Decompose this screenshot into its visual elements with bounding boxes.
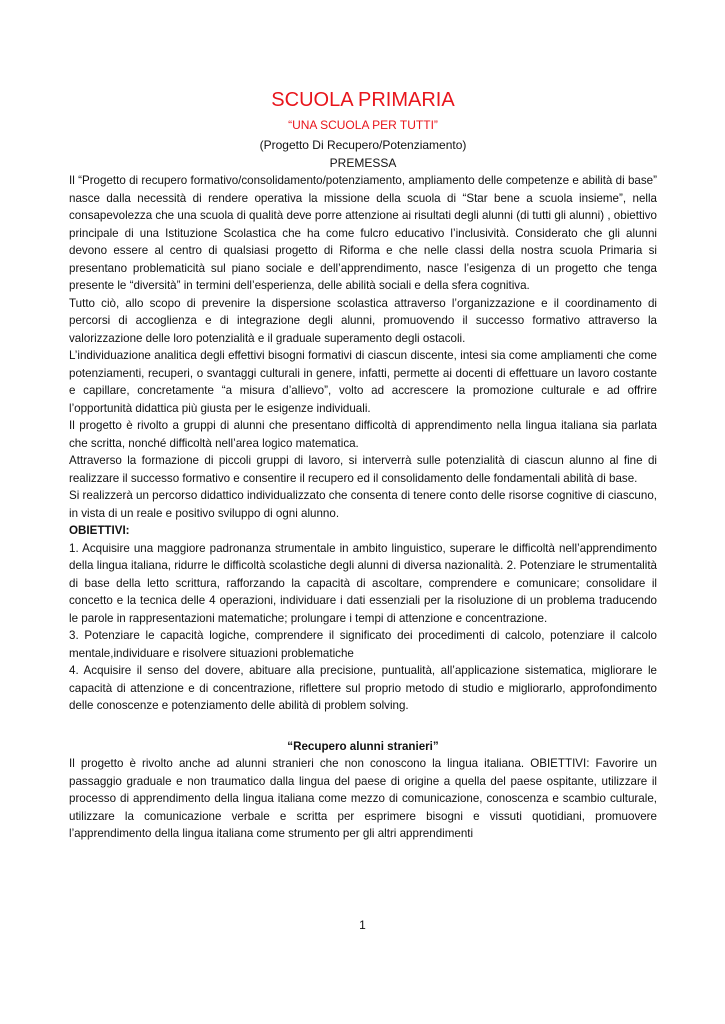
premessa-paragraph-6: Si realizzerà un percorso didattico individualizzato che consenta di tenere conto delle risorse cognitive di ciascuno, in vista di un reale e positivo sviluppo di ogni alunno. [69,489,657,520]
foreign-students-paragraph: Il progetto è rivolto anche ad alunni stranieri che non conoscono la lingua italiana. OBIETTIVI: Favorire un passaggio graduale e non traumatico dalla lingua del paese di origine a quella del paese ospitante, utilizzare il processo di apprendimento della lingua italiana come mezzo di comunicazione, conoscenza e scambio culturale, utilizzare la comunicazione verbale e scritta per esprimere bisogni e vissuti quotidiani, promuovere l’apprendimento della lingua italiana come strumento per gli altri apprendimenti [69,757,657,840]
premessa-paragraph-1: Il “Progetto di recupero formativo/consolidamento/potenziamento, ampliamento delle competenze e abilità di base” nasce dalla necessità di rendere operativa la missione della scuola di “Star bene a scuola insieme”, nella consapevolezza che una scuola di qualità deve porre attenzione ai risultati degli alunni (di tutti gli alunni) , obiettivo principale di una Istituzione Scolastica che ha come fulcro educativo l’inclusività. Considerato che gli alunni devono essere al centro di qualsiasi progetto di Riforma e che nelle classi della nostra scuola Primaria si presentano problematicità sul piano sociale e dell’apprendimento, nasce l’esigenza di un progetto che tenga presente le “diversità” in termini dell’esperienza, delle abilità sociali e della sfera cognitiva. [69,174,657,292]
objectives-heading: OBIETTIVI: [69,524,130,537]
objective-item-1-2: 1. Acquisire una maggiore padronanza strumentale in ambito linguistico, superare le difficoltà nell’apprendimento della lingua italiana, ridurre le difficoltà scolastiche degli alunni di diversa nazionalità. 2. Potenziare le strumentalità di base della letto scrittura, rafforzando la capacità di ascoltare, comprendere e comunicare; consolidare il concetto e la tecnica delle 4 operazioni, individuare i dati essenziali per la risoluzione di un problema traducendo le parole in rappresentazioni matematiche; prolungare i tempi di attenzione e concentrazione. [69,541,657,625]
document-title: SCUOLA PRIMARIA [271,89,455,111]
premessa-paragraph-3: L’individuazione analitica degli effettivi bisogni formativi di ciascun discente, intesi sia come ampliamenti che come potenziamenti, recuperi, o svantaggi culturali in genere, infatti, permette ai docenti di effettuare un lavoro costante e capillare, concretamente “a misura d’allievo”, volto ad accrescere la promozione culturale e ad offrire l’opportunità didattica più giusta per le esigenze individuali. [69,349,657,415]
premessa-heading: PREMESSA [329,156,397,170]
page-number: 1 [359,918,366,932]
premessa-paragraph-4: Il progetto è rivolto a gruppi di alunni che presentano difficoltà di apprendimento nella lingua italiana sia parlata che scritta, nonché difficoltà nell’area logico matematica. [69,419,657,450]
premessa-paragraph-5: Attraverso la formazione di piccoli gruppi di lavoro, si interverrà sulle potenzialità di ciascun alunno al fine di realizzare il successo formativo e consentire il recupero ed il consolidamento delle fondamentali abilità di base. [69,454,657,485]
premessa-paragraph-2: Tutto ciò, allo scopo di prevenire la dispersione scolastica attraverso l’organizzazione e il coordinamento di percorsi di accoglienza e di integrazione degli alunni, promuovendo il successo formativo attraverso la valorizzazione delle loro potenzialità e il graduale superamento degli ostacoli. [69,296,657,345]
foreign-students-title: “Recupero alunni stranieri” [287,739,439,753]
document-subtitle: “UNA SCUOLA PER TUTTI” [288,118,438,132]
objective-item-4: 4. Acquisire il senso del dovere, abituare alla precisione, puntualità, all’applicazione sistematica, migliorare le capacità di attenzione e di concentrazione, riflettere sul proprio metodo di studio e migliorarlo, approfondimento delle conoscenze e potenziamento delle abilità di problem solving. [69,664,657,712]
document-page [69,86,657,843]
project-label: (Progetto Di Recupero/Potenziamento) [259,138,467,152]
objective-item-3: 3. Potenziare le capacità logiche, comprendere il significato dei procedimenti di calcolo, potenziare il calcolo mentale,individuare e risolvere situazioni problematiche [69,629,657,660]
